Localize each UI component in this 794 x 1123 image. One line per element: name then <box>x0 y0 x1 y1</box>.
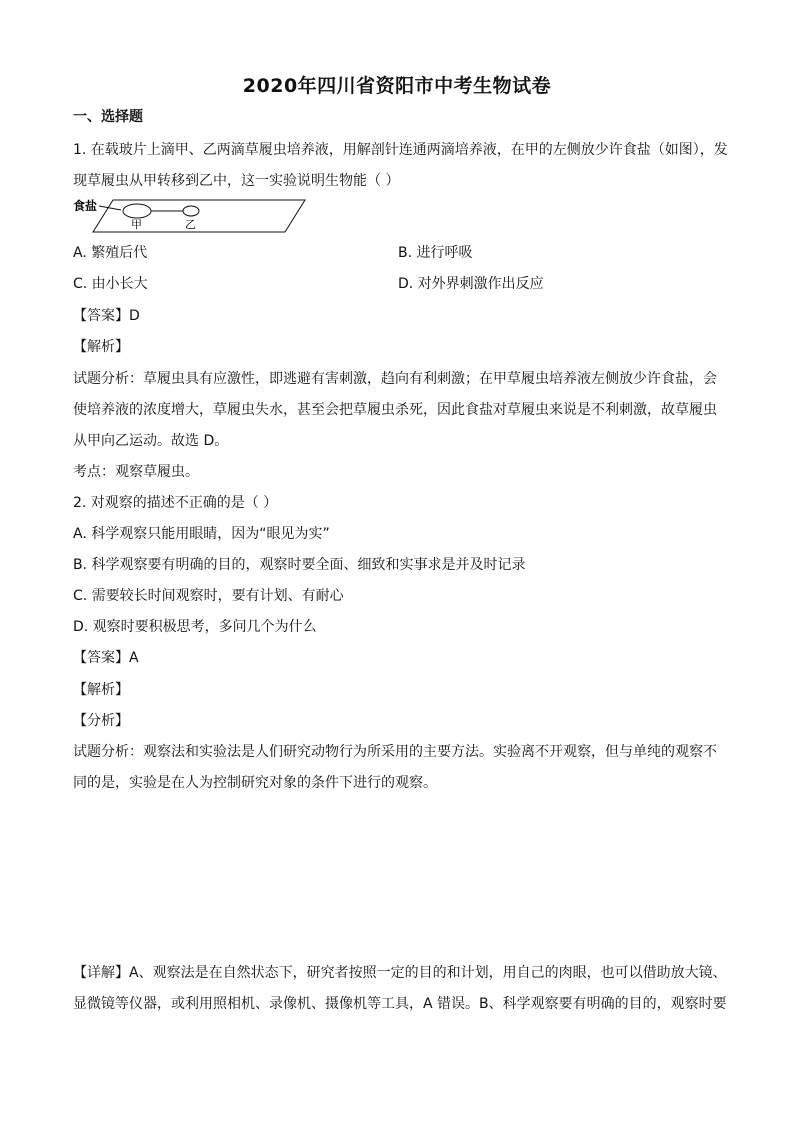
glass-slide <box>93 200 305 232</box>
q1-option-b: B. 进行呼吸 <box>398 245 473 261</box>
drop-left <box>123 204 151 218</box>
drop-right <box>183 206 199 216</box>
q1-option-d: D. 对外界刺激作出反应 <box>398 276 544 292</box>
q1-analysis-line2: 使培养液的浓度增大，草履虫失水，甚至会把草履虫杀死，因此食盐对草履虫来说是不利刺激，故草履虫 <box>73 402 717 418</box>
right-drop-label: 乙 <box>185 218 196 231</box>
q2-fenxi-label: 【分析】 <box>73 713 129 729</box>
q2-option-a: A. 科学观察只能用眼睛，因为“眼见为实” <box>73 526 330 542</box>
section-heading: 一、选择题 <box>73 109 143 125</box>
q2-analysis-label: 【解析】 <box>73 682 129 698</box>
q1-analysis-line3: 从甲向乙运动。故选 D。 <box>73 433 229 449</box>
q1-stem-line1: 1. 在载玻片上滴甲、乙两滴草履虫培养液，用解剖针连通两滴培养液，在甲的左侧放少许食盐（如图），发 <box>73 142 728 158</box>
q1-analysis-label: 【解析】 <box>73 339 129 355</box>
q2-answer: 【答案】A <box>73 650 139 666</box>
q1-kaodian: 考点：观察草履虫。 <box>73 464 199 480</box>
left-drop-label: 甲 <box>131 218 142 231</box>
q1-answer: 【答案】D <box>73 308 140 324</box>
q2-detail-line1: 【详解】A、观察法是在自然状态下，研究者按照一定的目的和计划，用自己的肉眼，也可以借助放大镜、 <box>73 965 727 981</box>
q2-option-d: D. 观察时要积极思考，多问几个为什么 <box>73 619 317 635</box>
q2-detail-line2: 显微镜等仪器，或利用照相机、录像机、摄像机等工具，A 错误。B、科学观察要有明确的目的，观察时要 <box>73 996 727 1012</box>
page-title: 2020年四川省资阳市中考生物试卷 <box>242 75 552 97</box>
q1-analysis-line1: 试题分析：草履虫具有应激性，即逃避有害刺激，趋向有利刺激；在甲草履虫培养液左侧放少许食盐，会 <box>73 371 717 387</box>
q2-stem: 2. 对观察的描述不正确的是（ ） <box>73 495 278 511</box>
slide-figure <box>73 196 313 236</box>
q2-analysis-line1: 试题分析：观察法和实验法是人们研究动物行为所采用的主要方法。实验离不开观察，但与单纯的观察不 <box>73 744 717 760</box>
q2-option-b: B. 科学观察要有明确的目的，观察时要全面、细致和实事求是并及时记录 <box>73 557 526 573</box>
q2-analysis-line2: 同的是，实验是在人为控制研究对象的条件下进行的观察。 <box>73 775 437 791</box>
q1-stem-line2: 现草履虫从甲转移到乙中，这一实验说明生物能（ ） <box>73 173 400 189</box>
q2-option-c: C. 需要较长时间观察时，要有计划、有耐心 <box>73 588 344 604</box>
q1-option-a: A. 繁殖后代 <box>73 245 148 261</box>
q1-option-c: C. 由小长大 <box>73 276 148 292</box>
salt-label: 食盐 <box>73 199 98 213</box>
